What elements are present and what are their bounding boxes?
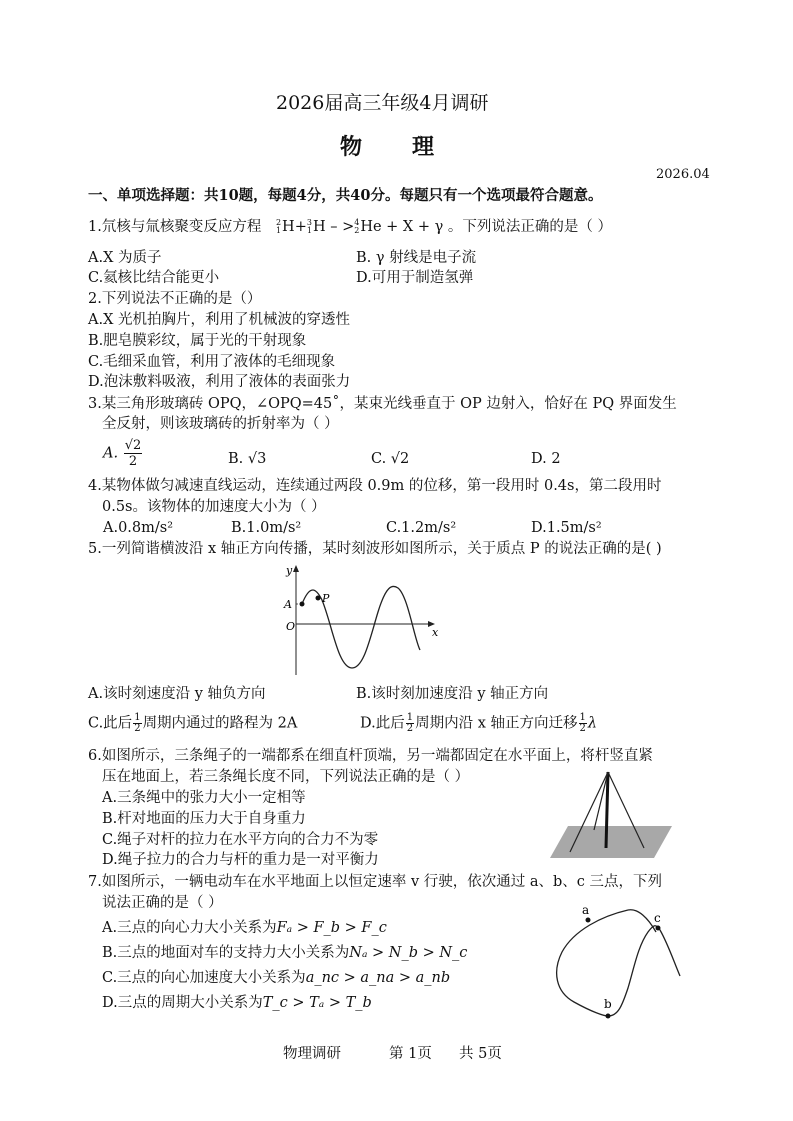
- q5-option-c[interactable]: [88, 713, 297, 734]
- q7-c-text: C.三点的向心加速度大小关系为: [102, 970, 306, 986]
- q5-c-prefix: C.此后: [88, 715, 133, 732]
- q4-option-c[interactable]: C.1.2m/s²: [386, 520, 457, 536]
- q1-stem-suffix: 。下列说法正确的是（ ）: [447, 219, 613, 235]
- q5-d-numerator1: 1: [406, 712, 414, 723]
- q1-h2-mass: 2: [275, 218, 282, 227]
- q7-a-relation: Fₐ > F_b > F_c: [276, 920, 387, 936]
- q3-a-numerator: √2: [124, 438, 142, 453]
- q5-c-fraction: [133, 713, 141, 734]
- q3-stem-line2: 全反射，则该玻璃砖的折射率为（ ）: [102, 416, 339, 432]
- q5-d-mid: 周期内沿 x 轴正方向迁移: [415, 715, 578, 732]
- q1-nuclide-h2: [276, 217, 295, 237]
- q3-option-a[interactable]: [103, 438, 143, 469]
- q1-h3-symbol: H: [312, 219, 326, 235]
- q6-option-a[interactable]: A.三条绳中的张力大小一定相等: [102, 790, 306, 806]
- q5-option-d[interactable]: [360, 713, 597, 734]
- q7-c-relation: a_nc > a_na > a_nb: [305, 970, 451, 986]
- q3-option-d[interactable]: D. 2: [531, 451, 561, 467]
- q3-option-b[interactable]: B. √3: [228, 451, 267, 467]
- q6-option-b[interactable]: B.杆对地面的压力大于自身重力: [102, 811, 306, 827]
- q5-c-numerator: 1: [134, 712, 141, 723]
- q1-stem-prefix: 1.氘核与氚核聚变反应方程: [88, 219, 262, 235]
- q7-point-a: [586, 918, 591, 923]
- q1-equation: [276, 219, 448, 235]
- q2-option-c[interactable]: C.毛细采血管，利用了液体的毛细现象: [88, 354, 336, 370]
- q1-nuclide-h3: [307, 217, 326, 237]
- q7-option-a[interactable]: [102, 918, 387, 938]
- q3-a-denominator: 2: [128, 454, 138, 469]
- q3-a-fraction: [124, 438, 143, 469]
- q1-he-charge: 2: [354, 226, 360, 235]
- q5-c-denominator: 2: [134, 723, 141, 734]
- q7-point-b: [606, 1014, 611, 1019]
- q6-pole-figure: [540, 768, 680, 864]
- q4-option-a[interactable]: A.0.8m/s²: [103, 520, 174, 536]
- exam-title: 2026届高三年级4月调研: [276, 92, 489, 114]
- q1-h3-charge: 1: [306, 226, 312, 235]
- q2-option-b[interactable]: B.肥皂膜彩纹，属于光的干射现象: [88, 333, 307, 349]
- footer-total: 共 5页: [459, 1046, 502, 1062]
- q5-y-arrow: [293, 565, 299, 572]
- q5-wave-figure: [280, 560, 450, 680]
- q7-path-curve: [557, 910, 680, 1016]
- q5-label-p: P: [322, 592, 330, 605]
- q4-stem-line1: 4.某物体做匀减速直线运动，连续通过两段 0.9m 的位移，第一段用时 0.4s，第二段用时: [88, 478, 662, 494]
- q1-option-d[interactable]: D.可用于制造氢弹: [356, 270, 474, 286]
- q5-d-fraction2: [579, 713, 587, 734]
- q2-stem: 2.下列说法不正确的是（）: [88, 291, 262, 307]
- section-heading: 一、单项选择题：共10题，每题4分，共40分。每题只有一个选项最符合题意。: [88, 187, 603, 204]
- q4-option-b[interactable]: B.1.0m/s²: [231, 520, 302, 536]
- footer-subject: 物理调研: [283, 1046, 341, 1062]
- exam-date: 2026.04: [656, 167, 710, 182]
- q6-stem-line2: 压在地面上，若三条绳长度不同，下列说法正确的是（ ）: [102, 769, 470, 785]
- q7-label-b: b: [604, 997, 612, 1011]
- q5-d-denominator2: 2: [579, 723, 586, 734]
- q1-nuclide-he: [354, 217, 381, 237]
- q7-b-relation: Nₐ > N_b > N_c: [349, 945, 468, 961]
- q1-option-c[interactable]: C.氦核比结合能更小: [88, 270, 220, 286]
- q6-pole: [606, 772, 608, 848]
- q7-option-c[interactable]: [102, 968, 450, 988]
- q5-option-a[interactable]: A.该时刻速度沿 y 轴负方向: [88, 686, 266, 702]
- q1-stem: [88, 217, 612, 237]
- q5-option-b[interactable]: B.该时刻加速度沿 y 轴正方向: [356, 686, 549, 702]
- q5-d-fraction1: [406, 713, 414, 734]
- q6-stem-line1: 6.如图所示，三条绳子的一端都系在细直杆顶端，另一端都固定在水平面上，将杆竖直紧: [88, 748, 653, 764]
- q5-label-x: x: [432, 626, 439, 639]
- q7-point-c: [656, 926, 661, 931]
- q3-stem-line1: 3.某三角形玻璃砖 OPQ，∠OPQ=45˚，某束光线垂直于 OP 边射入，恰好在 PQ 界面发生: [88, 396, 677, 412]
- q7-stem-line1: 7.如图所示，一辆电动车在水平地面上以恒定速率 v 行驶，依次通过 a、b、c 三点，下列: [88, 874, 663, 890]
- q1-option-b[interactable]: B. γ 射线是电子流: [356, 250, 477, 266]
- q6-option-d[interactable]: D.绳子拉力的合力与杆的重力是一对平衡力: [102, 852, 379, 868]
- q6-option-c[interactable]: C.绳子对杆的拉力在水平方向的合力不为零: [102, 832, 379, 848]
- q2-option-a[interactable]: A.X 光机拍胸片，利用了机械波的穿透性: [88, 312, 351, 328]
- q1-h2-charge: 1: [275, 226, 282, 235]
- q1-he-mass: 4: [354, 218, 360, 227]
- q1-h3-mass: 3: [306, 218, 312, 227]
- q6-ground-plane: [550, 826, 672, 858]
- q7-label-a: a: [582, 903, 590, 917]
- q7-option-d[interactable]: [102, 993, 372, 1013]
- q5-c-suffix: 周期内通过的路程为 2A: [142, 715, 298, 732]
- q5-d-denominator1: 2: [406, 723, 414, 734]
- q5-label-o: O: [286, 620, 296, 633]
- q1-plus: +: [294, 219, 307, 235]
- q4-stem-line2: 0.5s。该物体的加速度大小为（ ）: [102, 499, 326, 515]
- q5-label-a: A: [284, 598, 292, 611]
- footer-page: 第 1页: [389, 1046, 432, 1062]
- q5-origin-point: [300, 602, 305, 607]
- q7-a-text: A.三点的向心力大小关系为: [102, 920, 277, 936]
- q3-option-c[interactable]: C. √2: [371, 451, 410, 467]
- q2-option-d[interactable]: D.泡沫敷料吸液，利用了液体的表面张力: [88, 374, 351, 390]
- q5-d-prefix: D.此后: [360, 715, 405, 732]
- q5-stem: 5.一列简谐横波沿 x 轴正方向传播，某时刻波形如图所示，关于质点 P 的说法正确的是( ): [88, 541, 662, 557]
- q5-d-numerator2: 1: [579, 712, 586, 723]
- q7-road-figure: [548, 902, 698, 1026]
- q7-d-text: D.三点的周期大小关系为: [102, 995, 263, 1011]
- q1-option-a[interactable]: A.X 为质子: [88, 250, 162, 266]
- q7-stem-line2: 说法正确的是（ ）: [102, 895, 223, 911]
- q5-label-y: y: [286, 564, 293, 577]
- q4-option-d[interactable]: D.1.5m/s²: [531, 520, 602, 536]
- q3-a-label: A.: [103, 445, 119, 462]
- q7-b-text: B.三点的地面对车的支持力大小关系为: [102, 945, 350, 961]
- subject-title: 物 理: [340, 134, 437, 160]
- q7-option-b[interactable]: [102, 943, 467, 963]
- q7-d-relation: T_c > Tₐ > T_b: [262, 995, 372, 1011]
- q7-path-top: [628, 910, 656, 932]
- q5-d-suffix: λ: [587, 715, 598, 732]
- q7-label-c: c: [654, 911, 661, 925]
- q1-h2-symbol: H: [282, 219, 295, 235]
- q1-eq-tail: + X + γ: [381, 219, 444, 235]
- q1-he-symbol: He: [360, 219, 382, 235]
- q5-point-p: [316, 596, 321, 601]
- q1-arrow: – >: [325, 219, 355, 235]
